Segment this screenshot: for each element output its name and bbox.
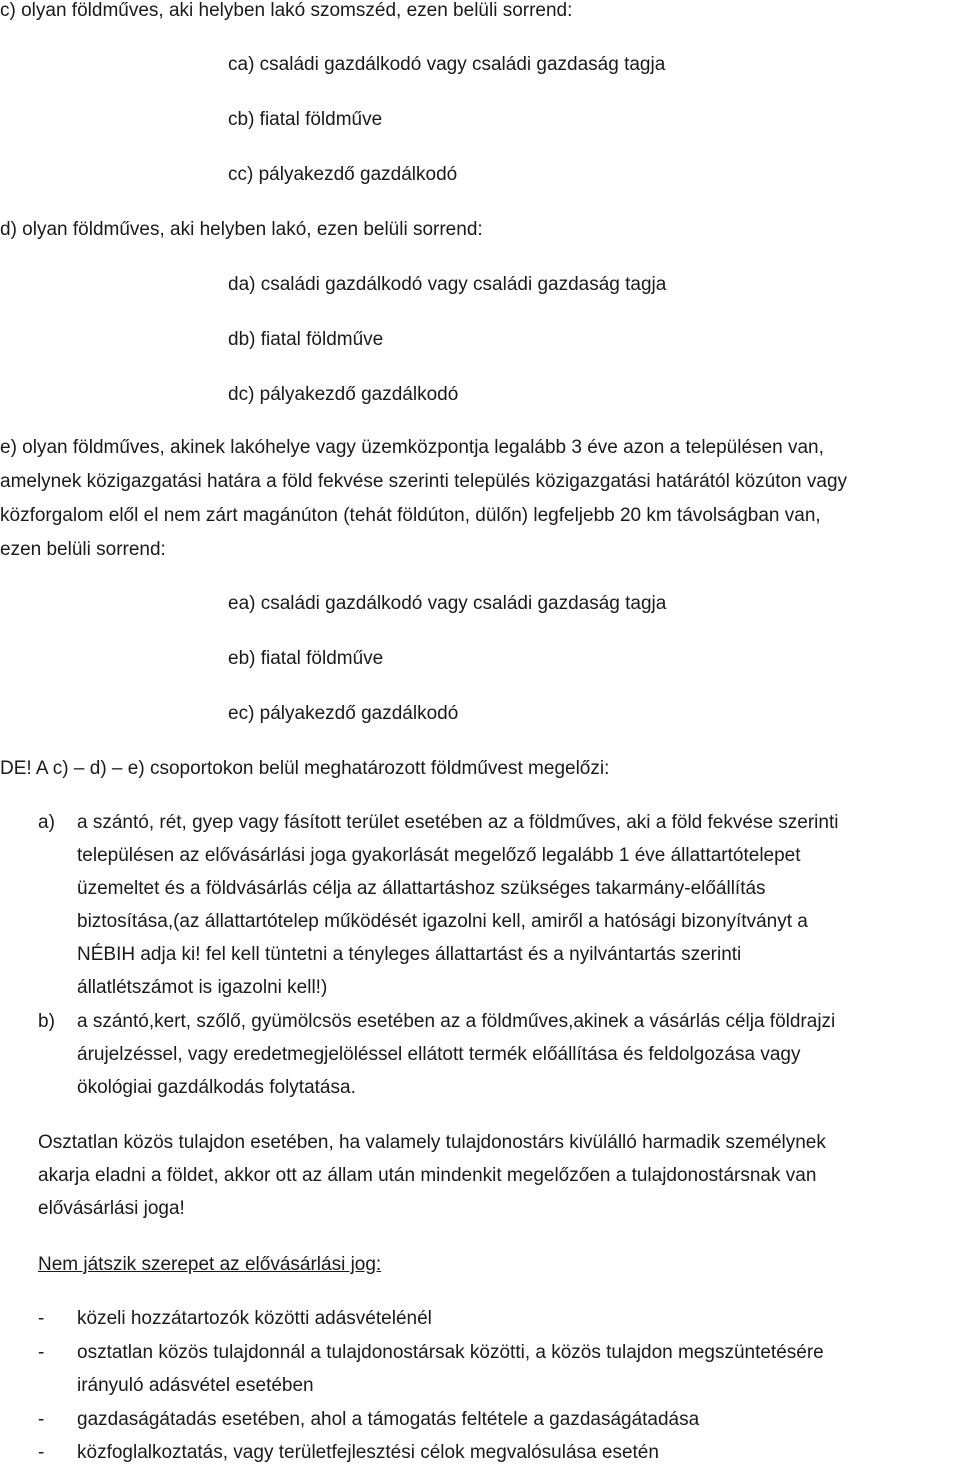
joint-ownership-line: elővásárlási joga! (38, 1198, 185, 1219)
section-e-item: eb) fiatal földműve (228, 648, 384, 669)
priority-b-line: árujelzéssel, vagy eredetmegjelöléssel ellátott termék előállítása és feldolgozása vagy (77, 1044, 801, 1065)
list-marker: a) (38, 812, 55, 833)
dash-marker: - (38, 1409, 45, 1430)
section-e-line: e) olyan földműves, akinek lakóhelye vagy üzemközpontja legalább 3 éve azon a településen van, (0, 437, 824, 458)
joint-ownership-line: akarja eladni a földet, akkor ott az állam után mindenkit megelőzően a tulajdonostársnak van (38, 1165, 817, 1186)
de-note: DE! A c) – d) – e) csoportokon belül meghatározott földművest megelőzi: (0, 758, 610, 779)
no-preemption-item: osztatlan közös tulajdonnál a tulajdonostársak közötti, a közös tulajdon megszüntetésére (77, 1342, 824, 1363)
priority-a-line: állatlétszámot is igazolni kell!) (77, 977, 328, 998)
dash-marker: - (38, 1308, 45, 1329)
no-preemption-item: közfoglalkoztatás, vagy területfejlesztési célok megvalósulása esetén (77, 1442, 659, 1463)
priority-a-line: településen az elővásárlási joga gyakorlását megelőző legalább 1 éve állattartótelepet (77, 845, 801, 866)
section-c-heading: c) olyan földműves, aki helyben lakó szomszéd, ezen belüli sorrend: (0, 0, 573, 21)
section-d-item: da) családi gazdálkodó vagy családi gazdaság tagja (228, 274, 667, 295)
dash-marker: - (38, 1442, 45, 1463)
joint-ownership-line: Osztatlan közös tulajdon esetében, ha valamely tulajdonostárs kivülálló harmadik személynek (38, 1132, 826, 1153)
section-e-line: amelynek közigazgatási határa a föld fekvése szerinti település közigazgatási határától közúton vagy (0, 471, 848, 492)
priority-a-line: biztosítása,(az állattartótelep működését igazolni kell, amiről a hatósági bizonyítványt a (77, 911, 808, 932)
priority-a-line: a szántó, rét, gyep vagy fásított terület esetében az a földműves, aki a föld fekvése szerinti (77, 812, 839, 833)
section-c-item: ca) családi gazdálkodó vagy családi gazdaság tagja (228, 54, 666, 75)
dash-marker: - (38, 1342, 45, 1363)
section-c-item: cc) pályakezdő gazdálkodó (228, 164, 458, 185)
section-d-heading: d) olyan földműves, aki helyben lakó, ezen belüli sorrend: (0, 219, 483, 240)
no-preemption-item: gazdaságátadás esetében, ahol a támogatás feltétele a gazdaságátadása (77, 1409, 700, 1430)
list-marker: b) (38, 1011, 55, 1032)
priority-a-line: NÉBIH adja ki! fel kell tüntetni a tényleges állattartást és a nyilvántartás szerinti (77, 944, 742, 965)
priority-b-line: ökológiai gazdálkodás folytatása. (77, 1077, 356, 1098)
section-e-line: közforgalom elől el nem zárt magánúton (tehát földúton, dülőn) legfeljebb 20 km távolságban van, (0, 505, 821, 526)
section-d-item: db) fiatal földműve (228, 329, 384, 350)
priority-a-line: üzemeltet és a földvásárlás célja az állattartáshoz szükséges takarmány-előállítás (77, 878, 766, 899)
section-c-item: cb) fiatal földműve (228, 109, 383, 130)
no-preemption-item: közeli hozzátartozók közötti adásvételénél (77, 1308, 432, 1329)
priority-b-line: a szántó,kert, szőlő, gyümölcsös esetében az a földműves,akinek a vásárlás célja földrajzi (77, 1011, 836, 1032)
section-d-item: dc) pályakezdő gazdálkodó (228, 384, 459, 405)
section-e-item: ec) pályakezdő gazdálkodó (228, 703, 459, 724)
section-e-line: ezen belüli sorrend: (0, 539, 166, 560)
no-preemption-item: irányuló adásvétel esetében (77, 1375, 314, 1396)
section-e-item: ea) családi gazdálkodó vagy családi gazdaság tagja (228, 593, 667, 614)
no-preemption-heading: Nem játszik szerepet az elővásárlási jog: (38, 1254, 382, 1275)
